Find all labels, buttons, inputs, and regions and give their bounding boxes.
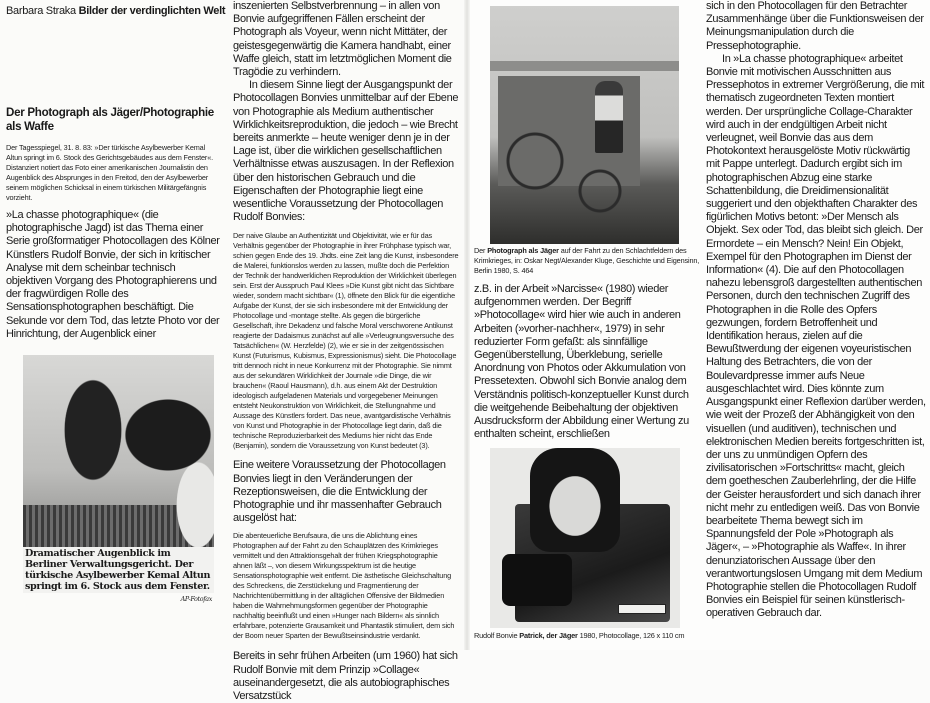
paragraph-rezeptionsweisen: Eine weitere Voraussetzung der Photocollagen Bonvies liegt in den Veränderungen der Rezeptionsweisen, die die Entwicklung der Photographie und ihr massenhafter Gebrauch ausgelöst hat: bbox=[233, 459, 446, 525]
running-head bbox=[6, 5, 226, 18]
page-gutter bbox=[464, 0, 470, 650]
photo-crimean-war-wagon bbox=[490, 6, 679, 244]
caption-prefix: Der bbox=[474, 246, 486, 255]
excursus-authenticity: Der naive Glaube an Authentizität und Objektivität, wie er für das Verhältnis gegenüber der Photographie in ihrer Frühphase typisch war, schien gegen Ende des 19. Jhdts. eine Zeit lang die Kunst, insbesondere die Malerei, funktionslos werden zu lassen, mußte doch die Perfektion der Technik der handwerklichen Reproduktion der Wirklichkeit überlegen sein. Erst der Ausspruch Paul Klees »Die Kunst gibt nicht das Sichtbare wieder, sondern macht sichtbar« (1), öffnete den Blick für die eigentliche Aufgabe der Kunst, der sie sich insbesondere mit der Entwicklung der Photocollage und -montage stellte. Als gegen die bürgerliche Gesellschaft, ihre Dekadenz und falsche Moral verschworene Antikunst reagierte der Dadaismus zunächst auf alle »Verleugnungsversuche des Tatsächlichen« (W. Herzfelde) (2), wie er sie in der zeitgenössischen Kunst (Futurismus, Kubismus, Expressionismus) sieht. Die Photocollage tritt dennoch nicht in neue Konkurrenz mit der Photographie. Sie nimmt aus der sekundären Wirklichkeit der Journale »die Dinge, die wir brauchen« (Raoul Hausmann), d.h. aus einem Akt der Destruktion ideologisch aufgeladenen Materials und vorgegebener Meinungen entsteht Neukonstruktion von Wirklichkeit, die Stellungnahme und Aussage des Künstlers fordert. Das neue, avantgardistische Verhältnis von Kunst und Photographie in der Photocollage liegt darin, daß die technische Reproduzierbarkeit des Mediums hier nicht das Ende (Benjamin), sondern die Voraussetzung von Kunst bedeutet (3). bbox=[233, 231, 459, 451]
section-title: Der Photograph als Jäger/Photographie als Waffe bbox=[6, 106, 214, 133]
running-head-author: Barbara Straka bbox=[6, 5, 76, 17]
collage-head bbox=[530, 448, 620, 552]
work-caption bbox=[474, 631, 702, 641]
work-artist: Rudolf Bonvie bbox=[474, 631, 518, 641]
collage-newspaper-clip bbox=[618, 604, 666, 614]
wagon-photo-caption bbox=[474, 246, 702, 276]
news-quote: Der Tagesspiegel, 31. 8. 83: »Der türkische Asylbewerber Kemal Altun springt im 6. Stock des Gerichtsgebäudes aus dem Fenster«. Distanziert notiert das Foto einer amerikanischen Journalistin den Augenblick des Absprunges in den Freitod, den der Asylbewerber seinem möglichen Schicksal in einem türkischen Militärgefängnis vorzieht. bbox=[6, 143, 213, 202]
paragraph-narcisse: z.B. in der Arbeit »Narcisse« (1980) wieder aufgenommen werden. Der Begriff »Photocollage« wird hier wie auch in anderen Arbeiten (»vorher-nachher«, 1979) in sehr reduzierter Form gefaßt: als sinnfällige Gegenüberstellung, Überklebung, serielle Anordnung von Photos oder Akkumulation von Pressetexten. Obwohl sich Bonvie analog dem Verständnis politisch-konzeptueller Kunst durch die weitgehende Beibehaltung der objektiven Ausdrucksform der Abbildung einer Wertung zu enthalten scheint, erschließen bbox=[474, 283, 689, 441]
intro-paragraph: »La chasse photographique« (die photographische Jagd) ist das Thema einer Serie großformatiger Photocollagen des Kölner Künstlers Rudolf Bonvie, der sich in kritischer Analyse mit dem scheinbar technisch objektiven Vorgang des Photographierens und der fragwürdigen Rolle des Sensationsphotographen beschäftigt. Die Sekunde vor dem Tod, das letzte Photo vor der Hinrichtung, der Augenblick einer bbox=[6, 209, 220, 340]
work-title: Patrick, der Jäger bbox=[519, 631, 578, 641]
photocollage-patrick bbox=[490, 448, 680, 628]
photo-courthouse-jump bbox=[23, 355, 214, 547]
news-photo-caption bbox=[23, 547, 214, 604]
running-head-title: Bilder der verdinglichten Welt bbox=[78, 5, 226, 17]
paragraph-ausgangspunkt: In diesem Sinne liegt der Ausgangspunkt der Photocollagen Bonvies unmittelbar auf der Ebene von Photographie als Medium authentischer Wirklichkeitsreproduktion, die jedoch – wie Brecht bereits anmerkte – heute weniger denn je in der Lage ist, über die wirklichen gesellschaftlichen Verhältnisse etwas auszusagen. In der Reflexion über den historischen Gebrauch und die Eigenschaften der Photographie liegt eine wesentliche Voraussetzung der Photocollagen Rudolf Bonvies: bbox=[233, 79, 459, 224]
column-2 bbox=[233, 0, 459, 703]
photographer-figure bbox=[595, 81, 623, 153]
work-details: 1980, Photocollage, 126 x 110 cm bbox=[579, 631, 685, 641]
column-1 bbox=[6, 0, 226, 605]
caption-bold-title: Photograph als Jäger bbox=[487, 246, 559, 255]
news-photo-credit: AP-Fotofax bbox=[180, 595, 212, 604]
paragraph-la-chasse: In »La chasse photographique« arbeitet Bonvie mit motivischen Ausschnitten aus Pressephotos in extremer Vergrößerung, die mit thematisch zugeordneten Texten montiert werden. Der ursprüngliche Collage-Charakter wird auch in der endgültigen Arbeit nicht verleugnet, weil Bonvie das aus dem Photokontext herausgelöste Motiv rückwärtig mit Pappe unterlegt. Dadurch ergibt sich im photographischen Abzug eine starke Schattenbildung, die Dreidimensionalität suggeriert und den objekthaften Charakter des figürlichen Motivs betont: »Der Mensch als Objekt. Sex oder Tod, das bleibt sich gleich. Der Ermordete – ein Mensch? Nein! Ein Objekt, Exempel für den Photographen im Dienst der Information« (4). Die auf den Photocollagen nahezu lebensgroß dargestellten authentischen Personen, durch den technischen Zugriff des Photographen in die Rolle des Opfers gezwungen, fordern Betroffenheit und Identifikation heraus, zielen auf die Bewußtwerdung der eigenen voyeuristischen Haltung des Betrachters, die von der Boulevardpresse immer aufs Neue ausgeschlachtet wird. Dies könnte zum Ausgangspunkt einer Reflexion darüber werden, wie weit der Prozeß der Abhängigkeit von den visuellen (und auditiven), technischen und elektronischen Medien bereits fortgeschritten ist, der uns zu unmündigen Opfern des zivilisatorischen »Fortschritts« macht, gleich dem goetheschen Zauberlehrling, der die Hilfe der Geister herausfordert und sich danach ihrer nicht mehr zu entledigen weiß. Das von Bonvie bearbeitete Thema bewegt sich im Spannungsfeld der Pole »Photograph als Jäger«, – »Photographie als Waffe«. In ihrer denunziatorischen Aussage über den verantwortungslosen Umgang mit dem Medium Photographie stellen die Photocollagen Rudolf Bonvies ein Beispiel für seinen künstlerisch-operativen Gebrauch dar. bbox=[706, 52, 926, 620]
excursus-berufsaura: Die abenteuerliche Berufsaura, die uns die Ablichtung eines Photographen auf der Fahrt zu den Schauplätzen des Krimkrieges vermittelt und den Attraktionsgehalt der frühen Kriegsphotographie ahnen läßt –, von diesem Wirkungsspektrum ist die heutige Sensationsphotographie weit entfernt. Die ästhetische Gleichschaltung des Schreckens, die Zerstückelung und Fragmentierung der Nachrichtenübermittlung in der alltäglichen Offensive der Bildmedien haben die Wahrnehmungsformen gegenüber der Photographie nachhaltig beeinflußt und einen »Hunger nach Bildern« als sinnlich erfahrbare, potenzierte Grausamkeit und Phantastik stimuliert, dem sich der Boom neuer Sparten der Bewußtseinsindustrie verdankt. bbox=[233, 531, 455, 641]
paragraph-meinungsmanipulation: sich in den Photocollagen für den Betrachter Zusammenhänge über die Funktionsweisen der Meinungsmanipulation durch die Pressephotographie. bbox=[706, 0, 924, 52]
camera-icon bbox=[502, 554, 572, 606]
paragraph-fruehe-arbeiten: Bereits in sehr frühen Arbeiten (um 1960) hat sich Rudolf Bonvie mit dem Prinzip »Collage« auseinandergesetzt, die als autobiographisches Versatzstück bbox=[233, 650, 458, 703]
column-4 bbox=[706, 0, 926, 621]
paragraph-selbstverbrennung: inszenierten Selbstverbrennung – in allen von Bonvie aufgegriffenen Fällen erscheint der Photograph als Voyeur, wenn nicht Mittäter, der geistesgegenwärtig die Kamera handhabt, einer Waffe gleich, statt im letztmöglichen Moment die Tragödie zu verhindern. bbox=[233, 0, 452, 79]
news-caption-text: Dramatischer Augenblick im Berliner Verwaltungsgericht. Der türkische Asylbewerber Kemal Altun springt im 6. Stock aus dem Fenster. bbox=[25, 548, 211, 593]
column-3 bbox=[474, 0, 702, 641]
caption-source: auf der Fahrt zu den Schlachtfeldern des Krimkrieges, in: Oskar Negt/Alexander Kluge, Geschichte und Eigensinn, Berlin 1980, S. 464 bbox=[474, 246, 700, 275]
